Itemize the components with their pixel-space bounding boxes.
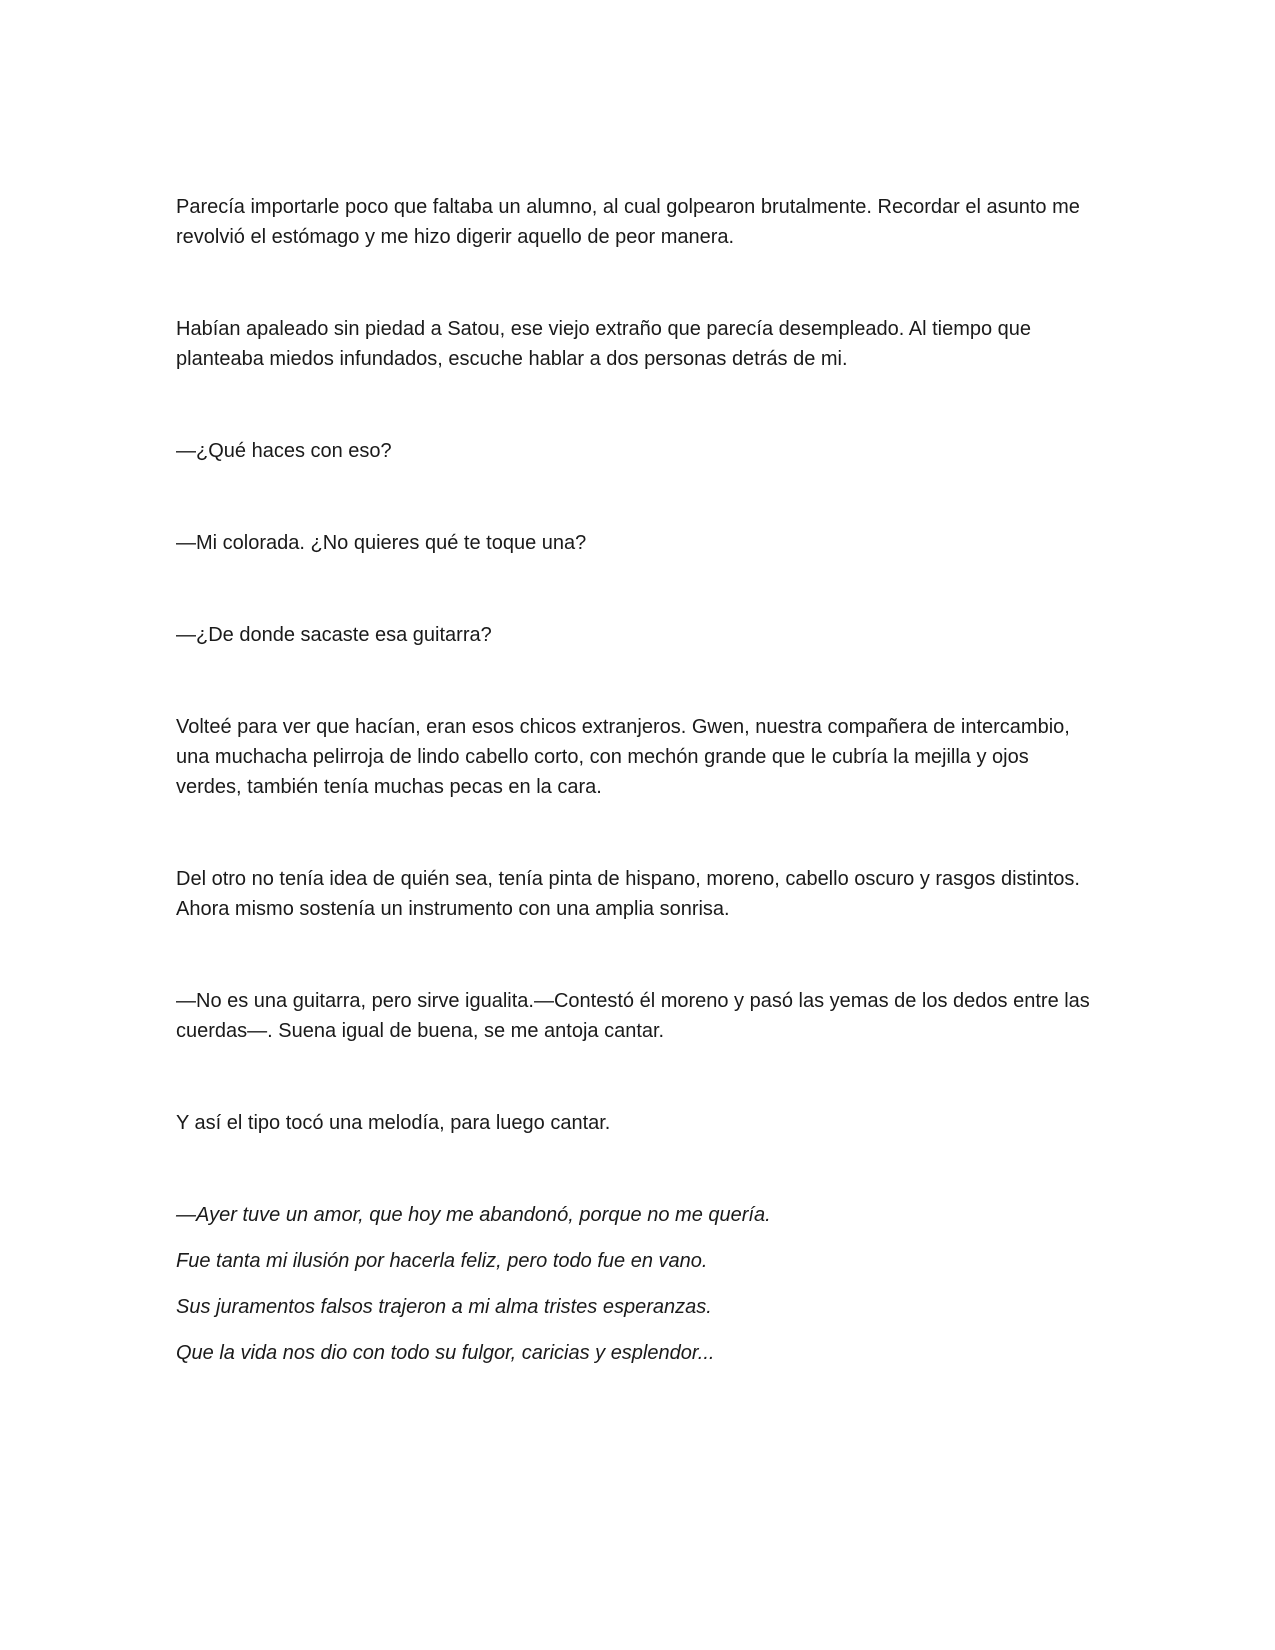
paragraph-3: Volteé para ver que hacían, eran esos chicos extranjeros. Gwen, nuestra compañera de intercambio, una muchacha pelirroja de lindo cabello corto, con mechón grande que le cubría la mejilla y ojos verdes, también tenía muchas pecas en la cara. bbox=[176, 716, 1070, 798]
paragraph-1: Parecía importarle poco que faltaba un alumno, al cual golpearon brutalmente. Recordar el asunto me revolvió el estómago y me hizo digerir aquello de peor manera. bbox=[176, 196, 1080, 248]
paragraph-2: Habían apaleado sin piedad a Satou, ese viejo extraño que parecía desempleado. Al tiempo que planteaba miedos infundados, escuche hablar a dos personas detrás de mi. bbox=[176, 318, 1032, 370]
song-line-1: —Ayer tuve un amor, que hoy me abandonó, porque no me quería. bbox=[176, 1204, 771, 1226]
song-line-2: Fue tanta mi ilusión por hacerla feliz, pero todo fue en vano. bbox=[176, 1250, 708, 1272]
paragraph-4: Del otro no tenía idea de quién sea, tenía pinta de hispano, moreno, cabello oscuro y rasgos distintos. Ahora mismo sostenía un instrumento con una amplia sonrisa. bbox=[176, 868, 1080, 920]
dialogue-line-4: —No es una guitarra, pero sirve igualita.—Contestó él moreno y pasó las yemas de los dedos entre las cuerdas—. Suena igual de buena, se me antoja cantar. bbox=[176, 990, 1090, 1042]
song-line-4: Que la vida nos dio con todo su fulgor, caricias y esplendor... bbox=[176, 1342, 715, 1364]
dialogue-line-3: —¿De donde sacaste esa guitarra? bbox=[176, 624, 492, 646]
dialogue-line-1: —¿Qué haces con eso? bbox=[176, 440, 392, 462]
paragraph-5: Y así el tipo tocó una melodía, para luego cantar. bbox=[176, 1112, 611, 1134]
dialogue-line-2: —Mi colorada. ¿No quieres qué te toque una? bbox=[176, 532, 587, 554]
song-line-3: Sus juramentos falsos trajeron a mi alma tristes esperanzas. bbox=[176, 1296, 712, 1318]
